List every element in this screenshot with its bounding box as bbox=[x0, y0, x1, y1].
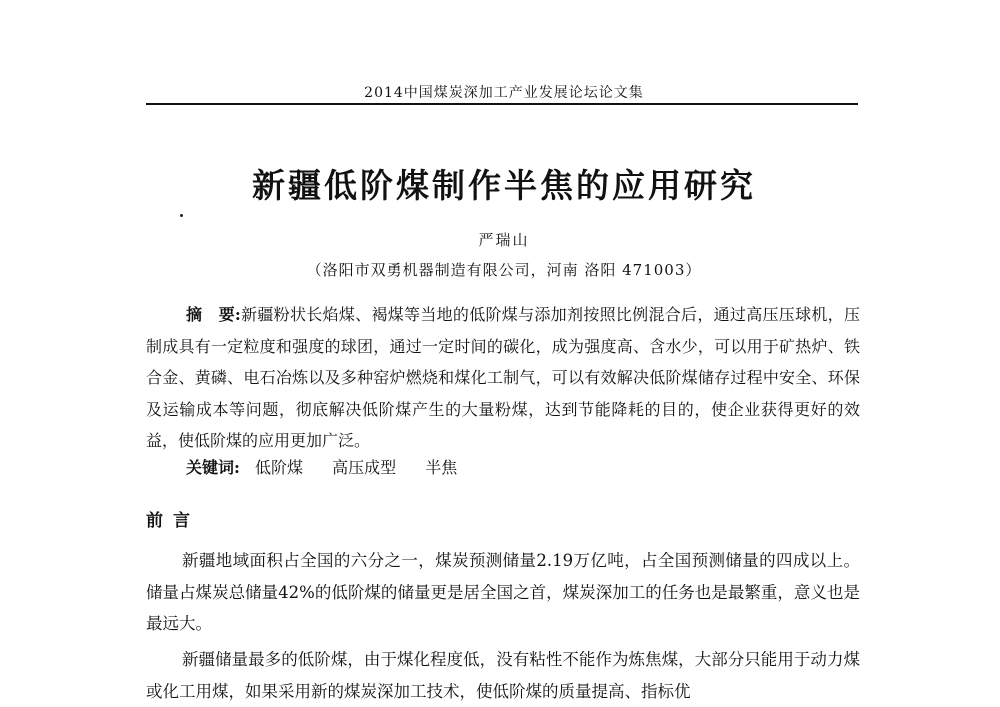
section-heading: 前言 bbox=[146, 511, 200, 531]
abstract-text: 新疆粉状长焰煤、褐煤等当地的低阶煤与添加剂按照比例混合后，通过高压压球机，压制成具有一定粒度和强度的球团，通过一定时间的碳化，成为强度高、含水少，可以用于矿热炉、铁合金、黄磷、电石冶炼以及多种窑炉燃烧和煤化工制气，可以有效解决低阶煤储存过程中安全、环保及运输成本等问题，彻底解决低阶煤产生的大量粉煤，达到节能降耗的目的，使企业获得更好的效益，使低阶煤的应用更加广泛。 bbox=[146, 305, 860, 450]
running-header: 2014中国煤炭深加工产业发展论坛论文集 bbox=[364, 85, 644, 101]
scan-speck bbox=[180, 214, 183, 217]
body-paragraph: 新疆储量最多的低阶煤，由于煤化程度低，没有粘性不能作为炼焦煤，大部分只能用于动力煤或化工用煤，如果采用新的煤炭深加工技术，使低阶煤的质量提高、指标优 bbox=[146, 650, 860, 701]
abstract-label: 摘 要: bbox=[186, 305, 241, 324]
article-title: 新疆低阶煤制作半焦的应用研究 bbox=[252, 166, 756, 205]
author-affiliation: （洛阳市双勇机器制造有限公司，河南 洛阳 471003） bbox=[306, 261, 702, 279]
keywords bbox=[186, 456, 856, 480]
author-name: 严瑞山 bbox=[478, 231, 530, 249]
header-rule bbox=[146, 103, 858, 105]
keyword-item: 低阶煤 bbox=[255, 458, 304, 477]
abstract bbox=[146, 299, 860, 457]
keyword-item: 高压成型 bbox=[332, 458, 397, 477]
body-paragraph: 新疆地域面积占全国的六分之一，煤炭预测储量2.19万亿吨，占全国预测储量的四成以上。储量占煤炭总储量42%的低阶煤的储量更是居全国之首，煤炭深加工的任务也是最繁重，意义也是最远大。 bbox=[146, 551, 860, 633]
keywords-label: 关键词: bbox=[186, 458, 240, 477]
keyword-item: 半焦 bbox=[425, 458, 458, 477]
